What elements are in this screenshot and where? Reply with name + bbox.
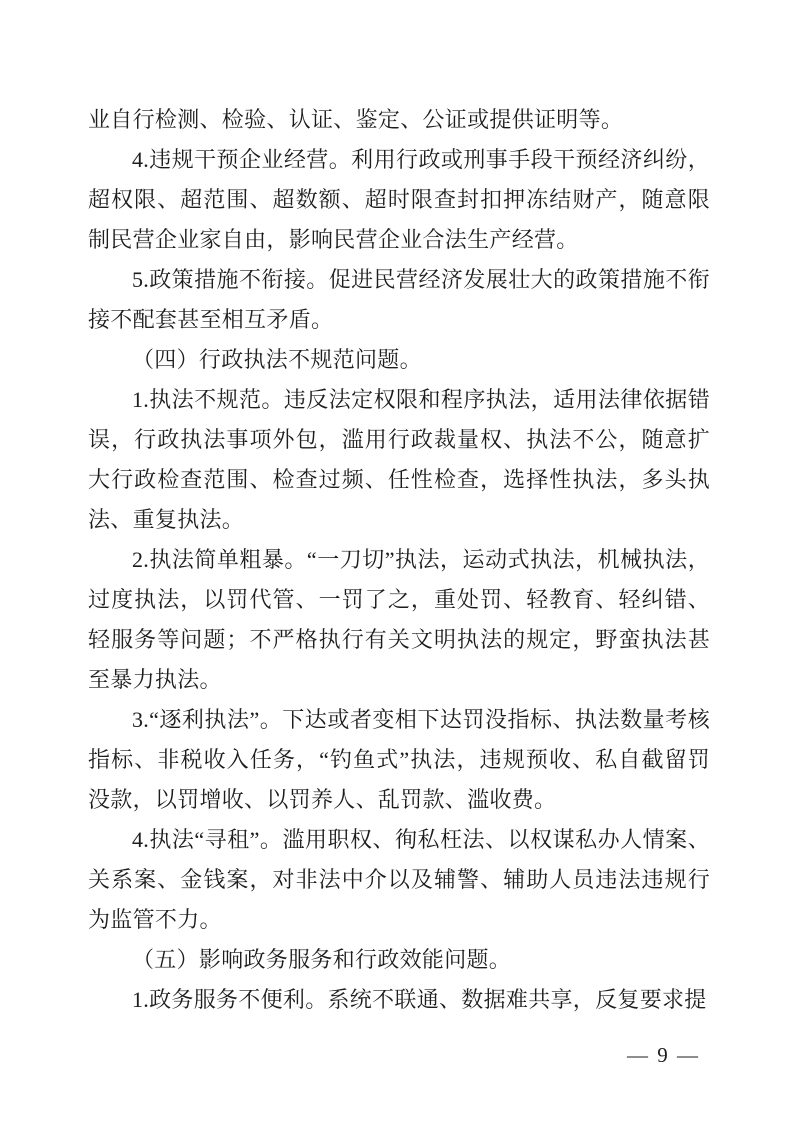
paragraph: 2.执法简单粗暴。“一刀切”执法，运动式执法，机械执法，过度执法，以罚代管、一罚了之，重处罚、轻教育、轻纠错、轻服务等问题；不严格执行有关文明执法的规定，野蛮执法甚至暴力执法。 bbox=[88, 547, 710, 692]
paragraph: 4.违规干预企业经营。利用行政或刑事手段干预经济纠纷，超权限、超范围、超数额、超时限查封扣押冻结财产，随意限制民营企业家自由，影响民营企业合法生产经营。 bbox=[88, 147, 710, 252]
document-body bbox=[88, 100, 710, 1020]
paragraph: 4.执法“寻租”。滥用职权、徇私枉法、以权谋私办人情案、关系案、金钱案，对非法中介以及辅警、辅助人员违法违规行为监管不力。 bbox=[88, 827, 710, 932]
paragraph: （四）行政执法不规范问题。 bbox=[132, 347, 422, 372]
paragraph: 1.政务服务不便利。系统不联通、数据难共享，反复要求提 bbox=[132, 987, 707, 1012]
paragraph: 3.“逐利执法”。下达或者变相下达罚没指标、执法数量考核指标、非税收入任务，“钓鱼式”执法，违规预收、私自截留罚没款，以罚增收、以罚养人、乱罚款、滥收费。 bbox=[88, 707, 710, 812]
paragraph: （五）影响政务服务和行政效能问题。 bbox=[132, 947, 512, 972]
page-number: — 9 — bbox=[627, 1043, 700, 1067]
paragraph: 5.政策措施不衔接。促进民营经济发展壮大的政策措施不衔接不配套甚至相互矛盾。 bbox=[88, 267, 710, 332]
paragraph: 业自行检测、检验、认证、鉴定、公证或提供证明等。 bbox=[88, 107, 624, 132]
paragraph: 1.执法不规范。违反法定权限和程序执法，适用法律依据错误，行政执法事项外包，滥用行政裁量权、执法不公，随意扩大行政检查范围、检查过频、任性检查，选择性执法，多头执法、重复执法。 bbox=[88, 387, 710, 532]
